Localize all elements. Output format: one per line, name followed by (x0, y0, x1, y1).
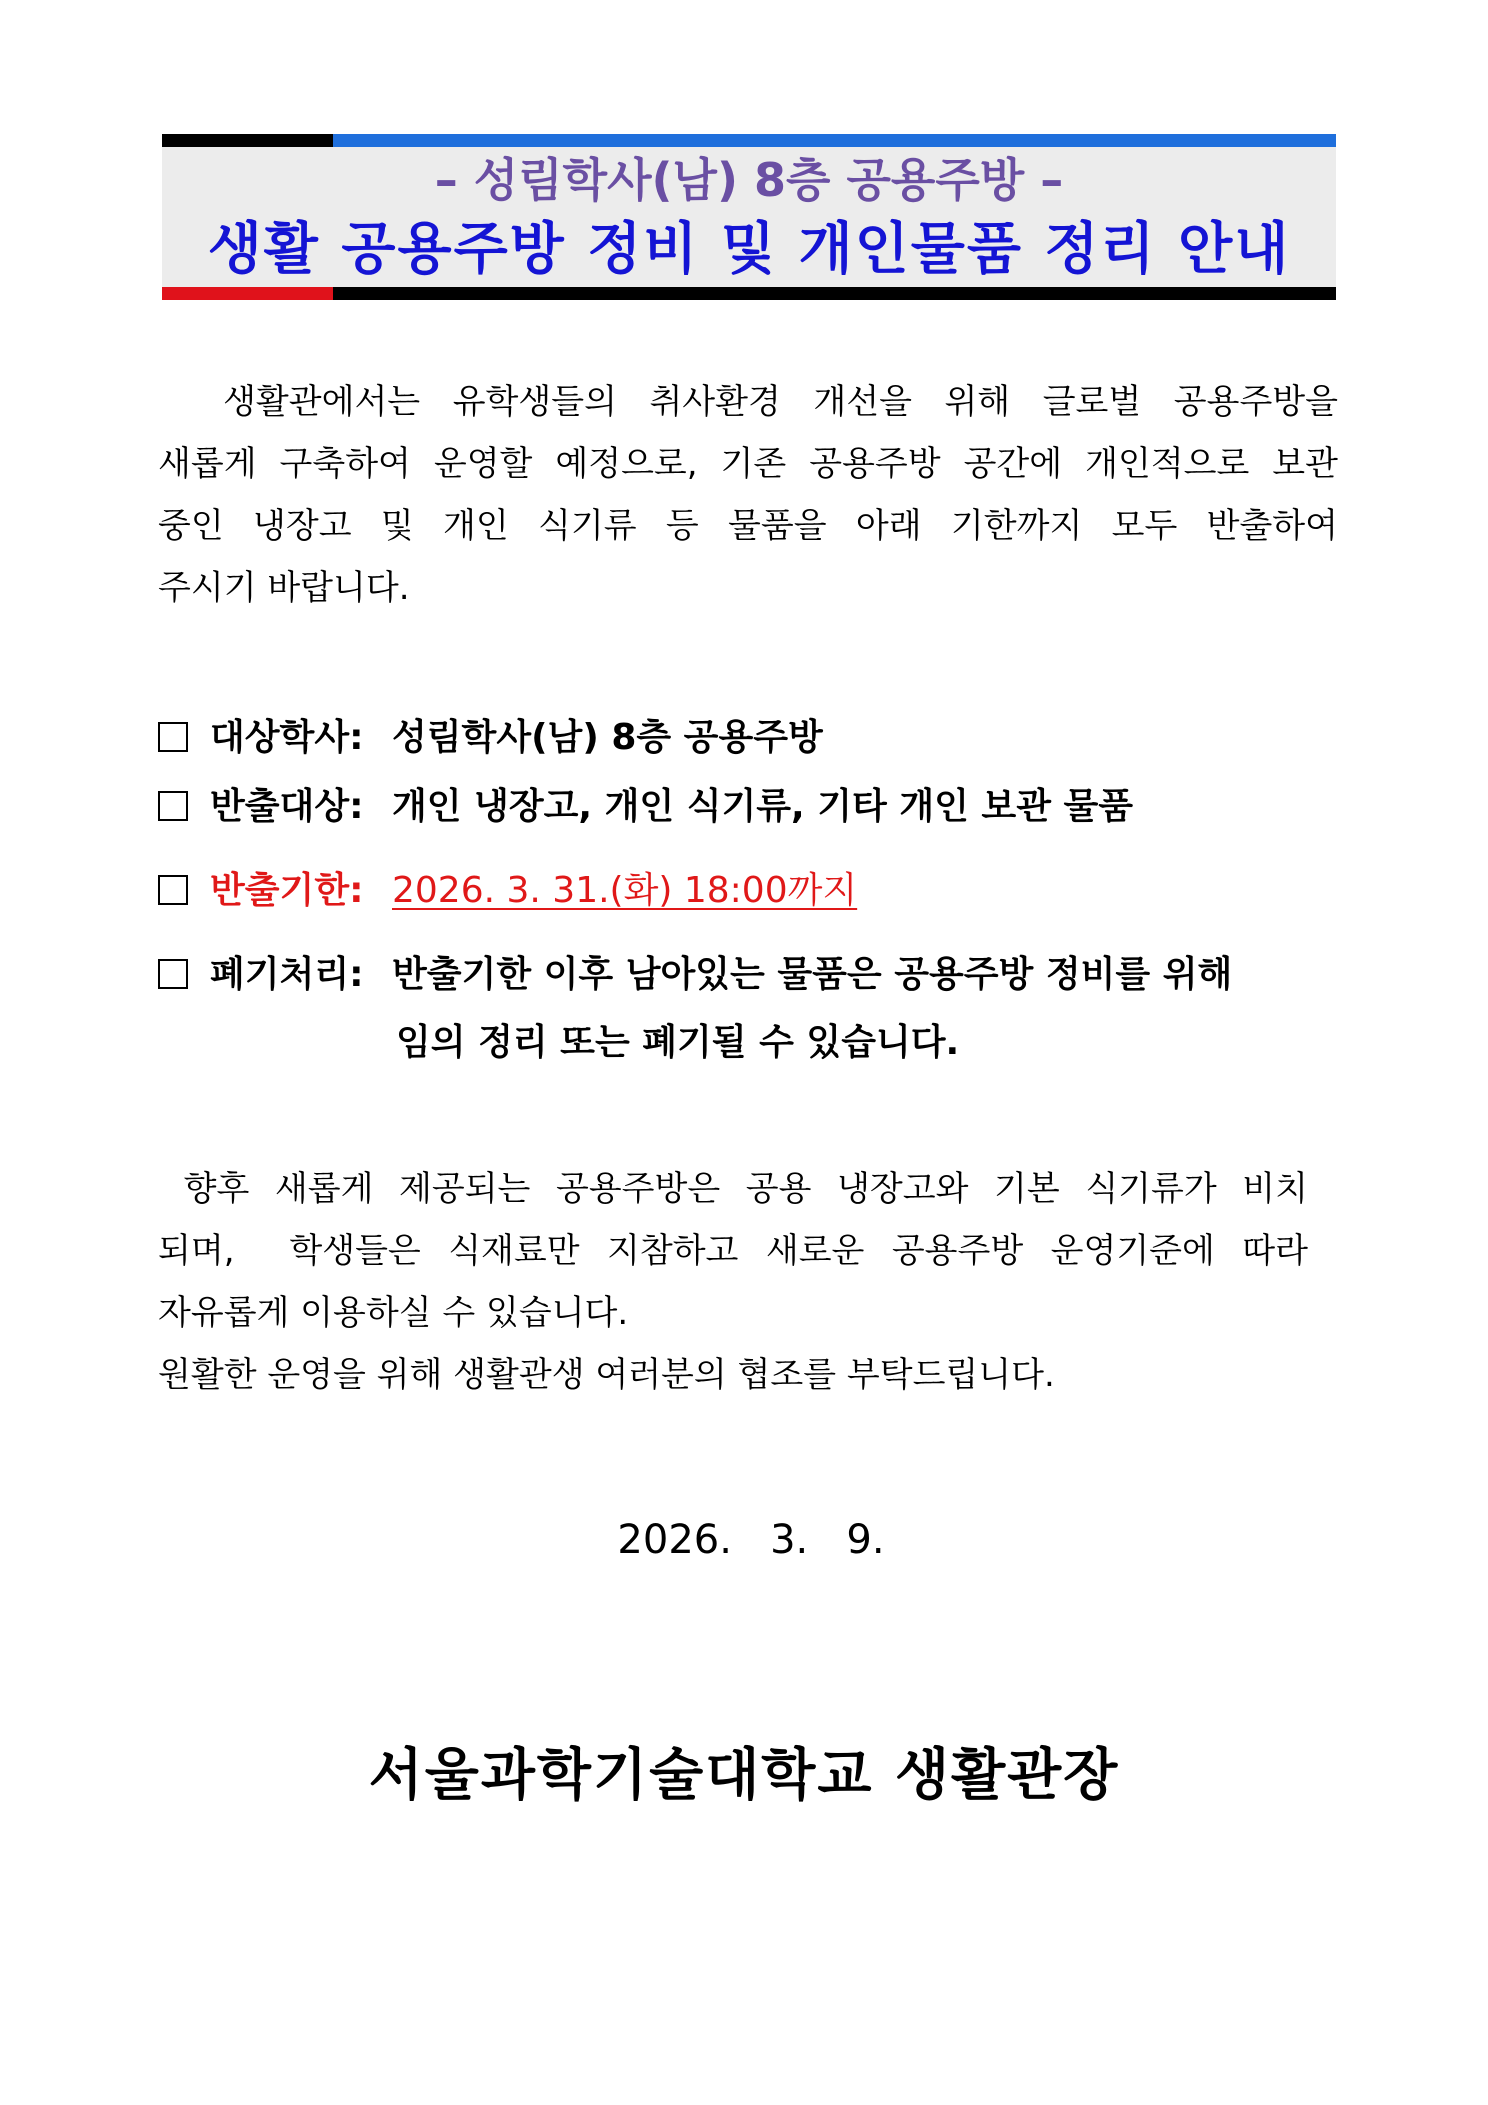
notice-title: 생활 공용주방 정비 및 개인물품 정리 안내 (207, 217, 1291, 282)
notice-subtitle: – 성림학사(남) 8층 공용주방 – (434, 153, 1064, 207)
item-value: 임의 정리 또는 폐기될 수 있습니다. (396, 1022, 960, 1063)
item-label: 반출대상: (210, 786, 364, 827)
intro-paragraph (158, 371, 1338, 619)
item-removal-deadline (158, 858, 1338, 924)
item-label: 대상학사: (210, 717, 364, 758)
checkbox-icon (158, 722, 188, 752)
closing-paragraph (158, 1158, 1308, 1406)
item-value: 반출기한 이후 남아있는 물품은 공용주방 정비를 위해 (392, 954, 1233, 995)
intro-line: 생활관에서는 유학생들의 취사환경 개선을 위해 글로벌 공용주방을 (158, 382, 1338, 422)
item-target-dorm (158, 705, 1338, 771)
intro-line: 중인 냉장고 및 개인 식기류 등 물품을 아래 기한까지 모두 반출하여 (158, 506, 1338, 546)
closing-line: 되며, 학생들은 식재료만 지참하고 새로운 공용주방 운영기준에 따라 (158, 1231, 1308, 1271)
closing-line: 향후 새롭게 제공되는 공용주방은 공용 냉장고와 기본 식기류가 비치 (158, 1169, 1308, 1209)
item-label: 반출기한: (210, 870, 364, 911)
item-value: 성림학사(남) 8층 공용주방 (392, 717, 823, 758)
closing-line: 원활한 운영을 위해 생활관생 여러분의 협조를 부탁드립니다. (158, 1355, 1055, 1395)
banner-bar-bottom-left (162, 287, 333, 300)
banner-bar-top-right (333, 134, 1336, 147)
deadline-value: 2026. 3. 31.(화) 18:00까지 (392, 870, 858, 911)
banner-bar-bottom-right (333, 287, 1336, 300)
checkbox-icon (158, 875, 188, 905)
item-removal-target (158, 774, 1338, 840)
banner-bar-top-left (162, 134, 333, 147)
item-disposal-continued (396, 1010, 959, 1076)
signature: 서울과학기술대학교 생활관장 (368, 1743, 1120, 1808)
notice-date: 2026. 3. 9. (617, 1517, 885, 1563)
item-value: 개인 냉장고, 개인 식기류, 기타 개인 보관 물품 (392, 786, 1134, 827)
checkbox-icon (158, 791, 188, 821)
item-label: 폐기처리: (210, 954, 364, 995)
item-disposal (158, 942, 1338, 1008)
intro-line: 주시기 바랍니다. (158, 568, 410, 608)
closing-line: 자유롭게 이용하실 수 있습니다. (158, 1293, 629, 1333)
intro-line: 새롭게 구축하여 운영할 예정으로, 기존 공용주방 공간에 개인적으로 보관 (158, 444, 1338, 484)
checkbox-icon (158, 959, 188, 989)
